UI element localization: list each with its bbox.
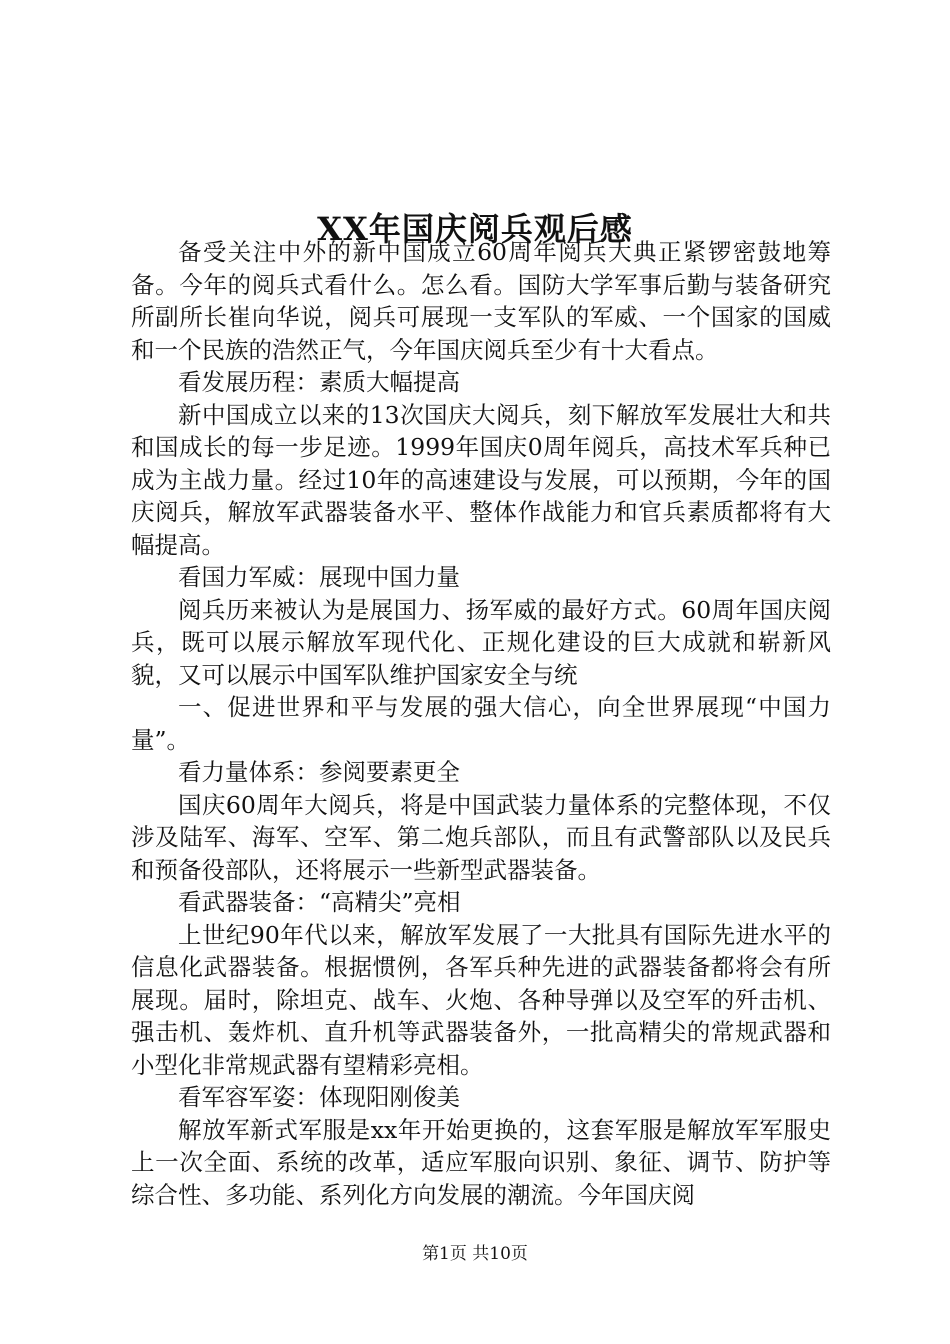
paragraph-intro: 备受关注中外的新中国成立60周年阅兵大典正紧锣密鼓地筹备。今年的阅兵式看什么。怎么看。国防大学军事后勤与装备研究所副所长崔向华说，阅兵可展现一支军队的军威、一个国家的国威和一个民族的浩然正气，今年国庆阅兵至少有十大看点。 (131, 238, 831, 364)
document-title: XX年国庆阅兵观后感 (317, 210, 633, 249)
section-heading-force-system: 看力量体系：参阅要素更全 (178, 758, 460, 786)
document-body (131, 236, 831, 1211)
section-heading-national-power: 看国力军威：展现中国力量 (178, 563, 460, 591)
page-footer: 第1页 共10页 (422, 1244, 528, 1264)
paragraph-appearance: 解放军新式军服是xx年开始更换的，这套军服是解放军军服史上一次全面、系统的改革，适应军服向识别、象征、调节、防护等综合性、多功能、系列化方向发展的潮流。今年国庆阅 (131, 1115, 831, 1209)
paragraph-world-peace: 一、促进世界和平与发展的强大信心，向全世界展现“中国力量”。 (131, 693, 831, 754)
paragraph-development: 新中国成立以来的13次国庆大阅兵，刻下解放军发展壮大和共和国成长的每一步足迹。1999年国庆0周年阅兵，高技术军兵种已成为主战力量。经过10年的高速建设与发展，可以预期，今年的国庆阅兵，解放军武器装备水平、整体作战能力和官兵素质都将有大幅提高。 (131, 400, 831, 559)
section-heading-weapons: 看武器装备：“高精尖”亮相 (178, 888, 461, 916)
paragraph-national-power: 阅兵历来被认为是展国力、扬军威的最好方式。60周年国庆阅兵，既可以展示解放军现代化、正规化建设的巨大成就和崭新风貌，又可以展示中国军队维护国家安全与统 (131, 595, 831, 689)
paragraph-weapons: 上世纪90年代以来，解放军发展了一大批具有国际先进水平的信息化武器装备。根据惯例，各军兵种先进的武器装备都将会有所展现。届时，除坦克、战车、火炮、各种导弹以及空军的歼击机、强击机、轰炸机、直升机等武器装备外，一批高精尖的常规武器和小型化非常规武器有望精彩亮相。 (131, 920, 831, 1079)
section-heading-appearance: 看军容军姿：体现阳刚俊美 (178, 1083, 460, 1111)
paragraph-force-system: 国庆60周年大阅兵，将是中国武装力量体系的完整体现，不仅涉及陆军、海军、空军、第二炮兵部队，而且有武警部队以及民兵和预备役部队，还将展示一些新型武器装备。 (131, 790, 831, 884)
section-heading-development: 看发展历程：素质大幅提高 (178, 368, 460, 396)
